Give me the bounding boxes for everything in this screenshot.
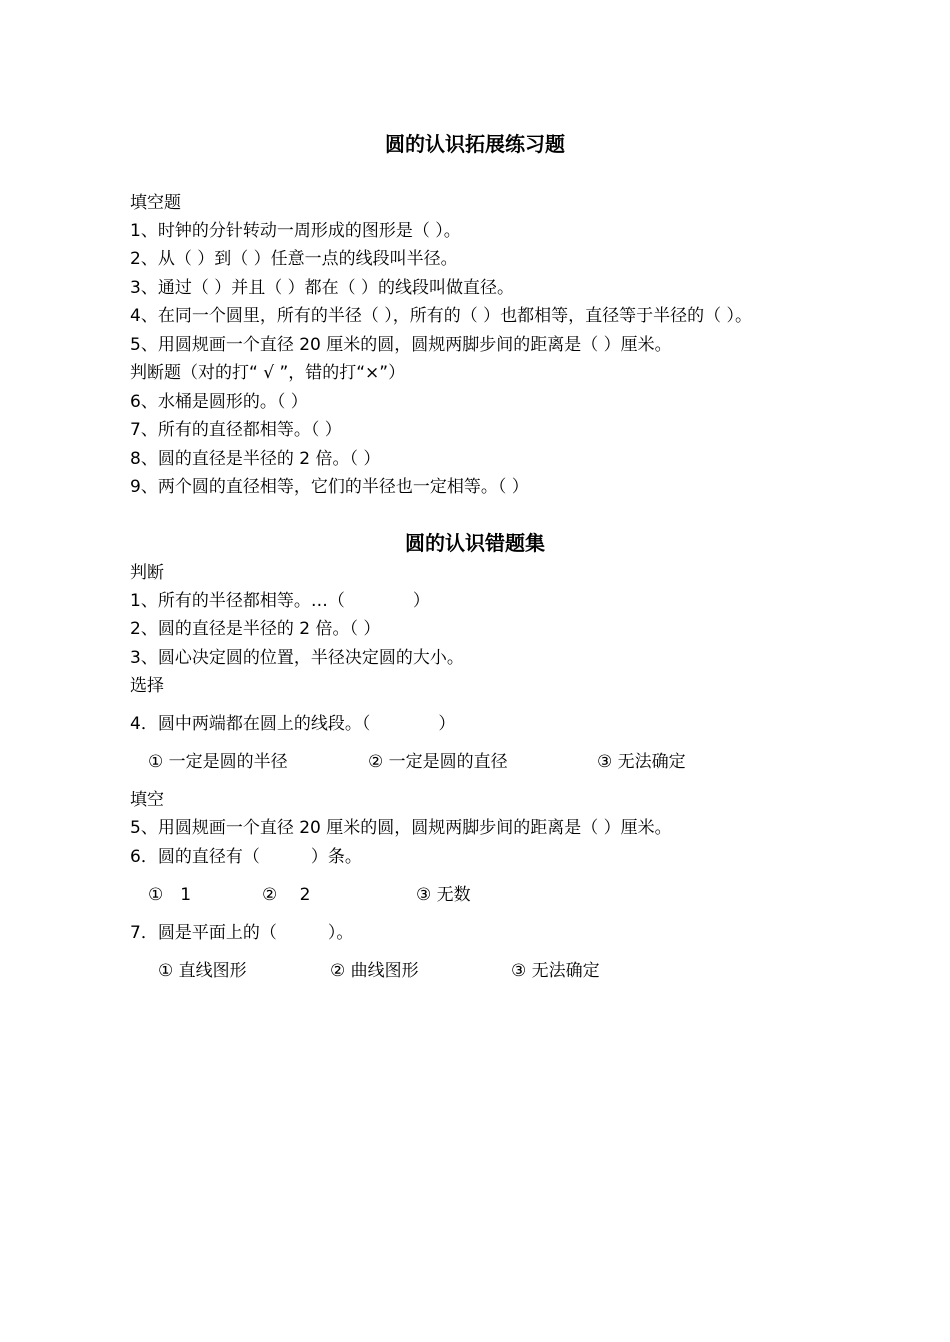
fill-item-2: 2、从（ ）到（ ）任意一点的线段叫半径。 [130,249,458,269]
q7-option-1: ① 直线图形 [158,961,247,981]
question-6: 6．圆的直径有（ ）条。 [130,847,362,867]
mistakes-judge-item-2: 2、圆的直径是半径的 2 倍。（ ） [130,619,381,639]
choice-heading: 选择 [130,676,164,696]
q6-option-2: ② 2 [262,885,311,905]
fill-item-4: 4、在同一个圆里，所有的半径（ ），所有的（ ）也都相等，直径等于半径的（ ）。 [130,306,753,326]
question-7: 7．圆是平面上的（ ）。 [130,923,354,943]
fill-item-5: 5、用圆规画一个直径 20 厘米的圆，圆规两脚步间的距离是（ ）厘米。 [130,335,672,355]
q6-option-3: ③ 无数 [416,885,471,905]
judge-item-8: 8、圆的直径是半径的 2 倍。（ ） [130,449,381,469]
fill-item-3: 3、通过（ ）并且（ ）都在（ ）的线段叫做直径。 [130,278,515,298]
mistakes-judge-item-3: 3、圆心决定圆的位置，半径决定圆的大小。 [130,648,464,668]
question-5: 5、用圆规画一个直径 20 厘米的圆，圆规两脚步间的距离是（ ）厘米。 [130,818,672,838]
mistakes-judge-heading: 判断 [130,563,164,583]
exercise-title: 圆的认识拓展练习题 [385,132,565,156]
mistakes-fill-heading: 填空 [130,790,164,810]
fill-heading: 填空题 [130,193,181,213]
judge-item-6: 6、水桶是圆形的。（ ） [130,392,308,412]
q4-option-3: ③ 无法确定 [597,752,686,772]
mistakes-title: 圆的认识错题集 [405,531,545,555]
judge-heading: 判断题（对的打“ √ ”，错的打“×”） [130,363,406,383]
mistakes-judge-item-1: 1、所有的半径都相等。…（ ） [130,591,430,611]
q7-option-3: ③ 无法确定 [511,961,600,981]
q6-option-1: ① 1 [148,885,192,905]
fill-item-1: 1、时钟的分针转动一周形成的图形是（ ）。 [130,221,461,241]
question-4: 4．圆中两端都在圆上的线段。（ ） [130,714,456,734]
q4-option-1: ① 一定是圆的半径 [148,752,288,772]
q4-option-2: ② 一定是圆的直径 [368,752,508,772]
q7-option-2: ② 曲线图形 [330,961,419,981]
judge-item-9: 9、两个圆的直径相等，它们的半径也一定相等。（ ） [130,477,529,497]
judge-item-7: 7、所有的直径都相等。（ ） [130,420,342,440]
